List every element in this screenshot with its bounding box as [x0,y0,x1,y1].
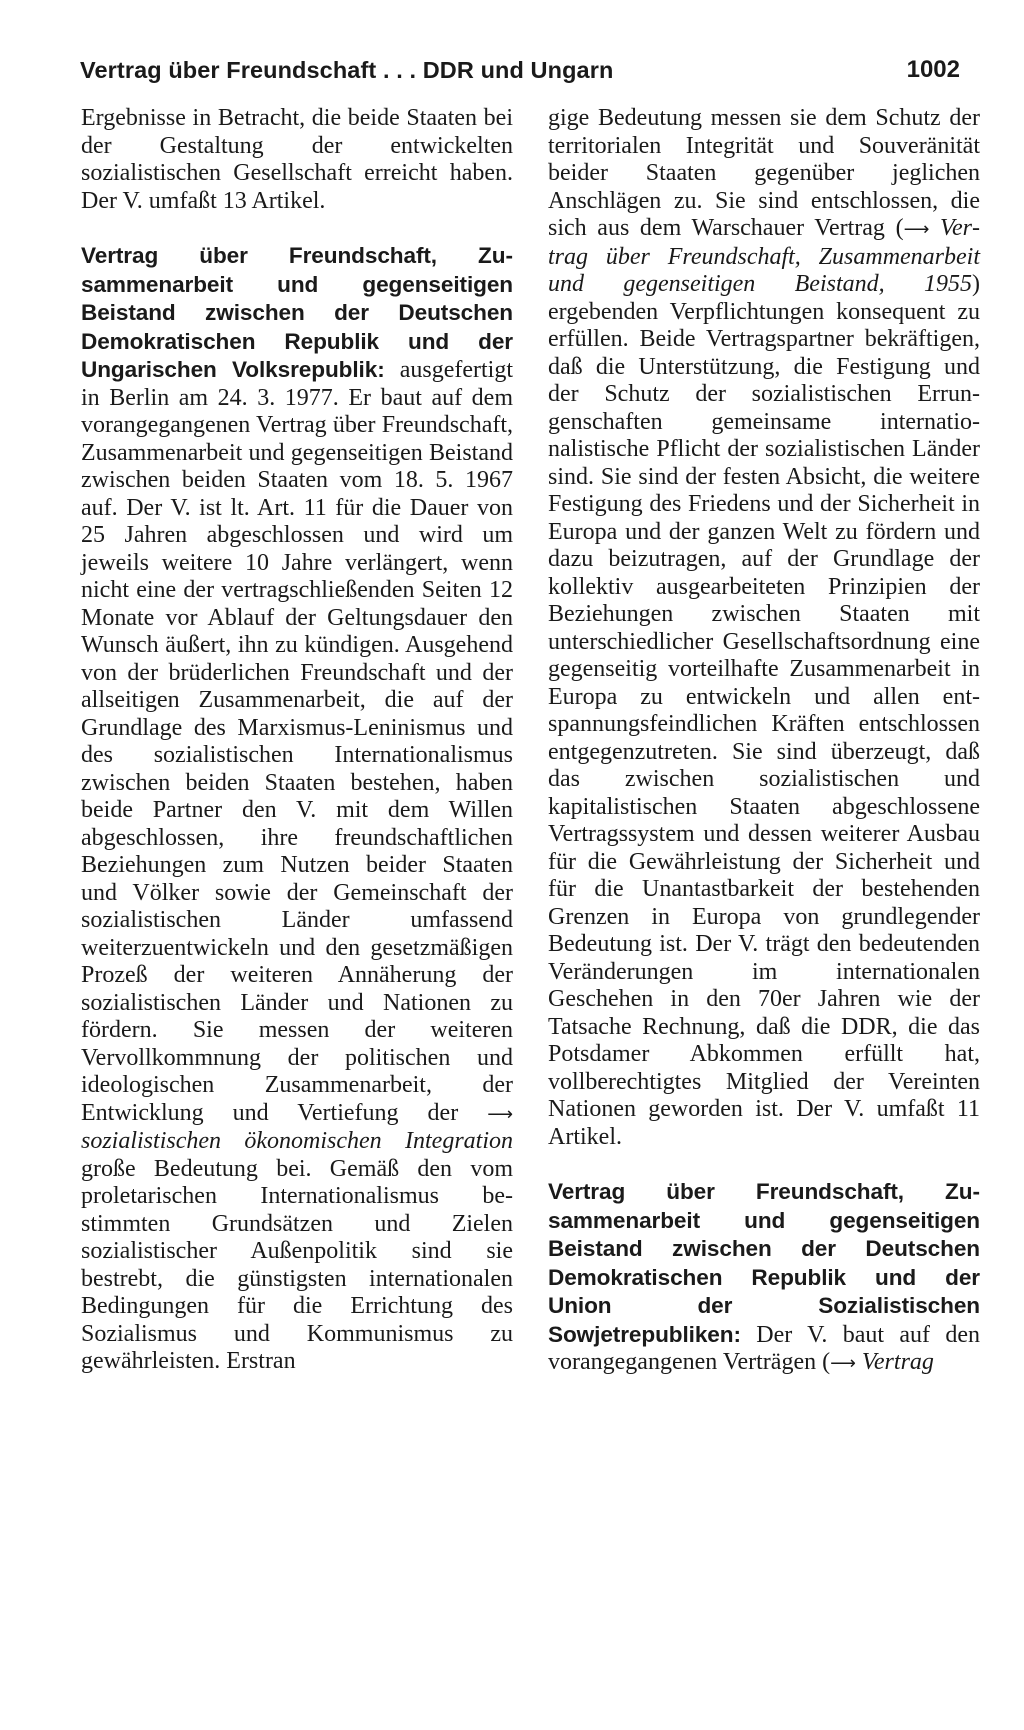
entry-body-part-1: ausgefertigt in Berlin am 24. 3. 1977. Er baut auf dem vorangegangenen Vertrag über Freundschaft, Zusammenarbeit und gegenseitigen Beistand zwischen beiden Staaten vom 18. 5. 1967 auf. Der V. ist lt. Art. 11 für die Dauer von 25 Jahren abgeschlossen und wird um jeweils weitere 10 Jahre verlängert, wenn nicht eine der vertragschließenden Seiten 12 Monate vor Ablauf der Geltungsdauer den Wunsch äußert, ihn zu kündigen. Ausgehend von der brüderlichen Freundschaft und der allseitigen Zusammenarbeit, die auf der Grundlage des Marxismus-Leninismus und des sozialistischen Internationalismus zwischen beiden Staaten bestehen, haben beide Partner den V. mit dem Willen abgeschlossen, ihre freundschaftlichen Beziehungen zum Nutzen beider Staaten und Völker sowie der Gemeinschaft der sozialistischen Länder umfassend weiterzuentwickeln und den gesetzmäßigen Prozeß der weiteren Annäherung der sozialistischen Länder und Nationen zu fördern. Sie messen der weiteren Vervollkommnung der politischen und ideologischen Zusammenarbeit, der Entwicklung und Vertiefung der [81,357,513,1126]
left-column [81,105,513,1376]
cross-reference-link[interactable]: Vertrag [861,1349,934,1375]
entry-spacer [81,215,513,242]
entry-ddr-ungarn [81,242,513,1376]
right-column [548,105,980,1378]
entry-ddr-ungarn-continued [548,105,980,1151]
entry-ddr-udssr [548,1178,980,1378]
cross-reference-link[interactable]: Vertrag über Freundschaft, Zusammenarbeit und gegenseitigen Beistand, 1955 [548,215,981,297]
continued-paragraph [81,105,513,215]
page-header [80,50,960,90]
entry-body: Der V. baut auf den vorangegangenen Verträgen ( [548,1321,980,1375]
entry-body-part-3: gige Bedeutung messen sie dem Schutz der territorialen Integrität und Souveränität beider Staaten gegenüber jeglichen Anschlägen zu. Sie sind entschlossen, die sich aus dem Warschauer Vertrag ( [548,105,980,241]
cross-reference-arrow-icon: ⟶ [487,1103,514,1125]
entry-body-part-4: ) ergebenden Verpflichtungen konsequent zu erfüllen. Beide Vertragspartner bekräftigen, daß die Unterstützung, die Festigung und der Schutz der sozialistischen Errungenschaften gemeinsame internationalistische Pflicht der sozialistischen Länder sind. Sie sind der festen Absicht, die weitere Festigung des Friedens und der Sicherheit in Europa und der ganzen Welt zu fördern und dazu beizutragen, auf der Grundlage der kollektiv ausgearbeiteten Prinzipien der Beziehungen zwischen Staaten mit unterschiedlicher Gesellschaftsordnung eine gegenseitig vorteilhafte Zusammenarbeit in Europa zu entwickeln und allen entspannungsfeindlichen Kräften entschlossen entgegenzutreten. Sie sind überzeugt, daß das zwischen sozialistischen und kapitalistischen Staaten abgeschlossene Vertragssystem und dessen weiterer Ausbau für die Gewährleistung der Sicherheit und für die Unantastbarkeit der bestehenden Grenzen in Europa von grundlegender Bedeutung ist. Der V. trägt den bedeutenden Veränderungen im internationalen Geschehen in den 70er Jahren wie der Tatsache Rechnung, daß die DDR, die das Potsdamer Abkommen erfüllt hat, vollberechtigtes Mitglied der Vereinten Nationen geworden ist. Der V. umfaßt 11 Artikel. [548,271,980,1150]
page-number: 1002 [906,56,960,83]
cross-reference-arrow-icon: ⟶ [903,219,930,240]
intro-text: Ergebnisse in Betracht, die beide Staaten bei der Gestaltung der entwickelten sozialistischen Gesellschaft erreicht haben. Der V. umfaßt 13 Artikel. [81,105,513,214]
entry-headword: Vertrag über Freundschaft, Zusammenarbeit und gegenseitigen Beistand zwischen der Deutschen Demokratischen Republik und der Ungarischen Volksrepublik: [81,243,513,382]
cross-reference-link[interactable]: sozialistischen ökonomischen Integration [81,1128,513,1154]
running-head: Vertrag über Freundschaft . . . DDR und Ungarn [80,57,614,83]
entry-spacer [548,1151,980,1178]
entry-headword: Vertrag über Freundschaft, Zusammenarbeit und gegenseitigen Beistand zwischen der Deutschen Demokratischen Republik und der Union der Sozialistischen Sowjetrepubliken: [548,1179,980,1347]
cross-reference-arrow-icon: ⟶ [830,1353,856,1374]
entry-body-part-2: große Bedeutung bei. Gemäß den vom proletarischen Internationalismus bestimmten Grundsätzen und Zielen sozialistischer Außenpolitik sind sie bestrebt, die günstigsten internationalen Bedingungen für die Errichtung des Sozialismus und Kommunismus zu gewährleisten. Erstran [81,1155,513,1374]
